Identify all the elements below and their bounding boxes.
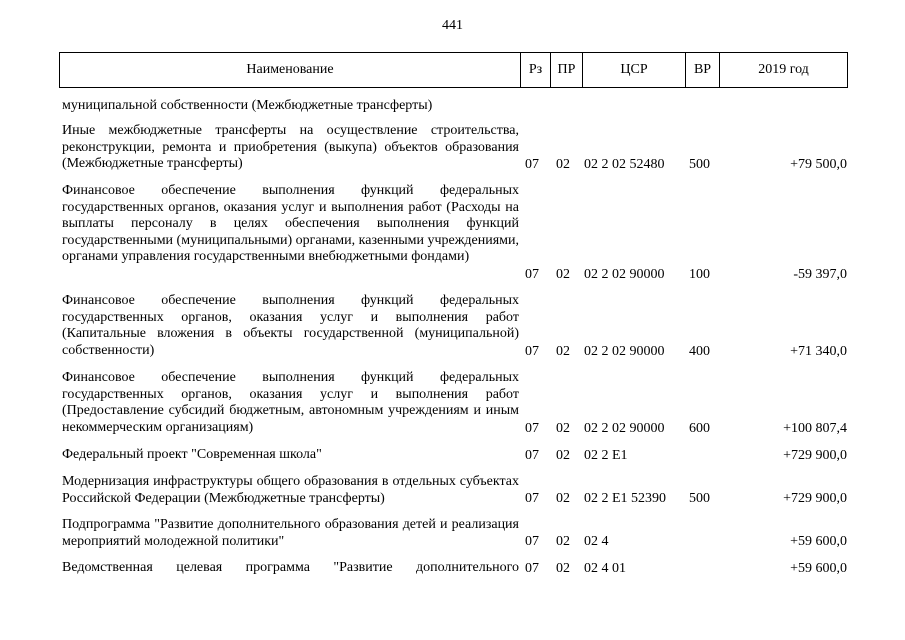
row-csr: 02 2 02 90000	[584, 343, 665, 359]
row-rz: 07	[525, 420, 539, 436]
row-name: Модернизация инфраструктуры общего образования в отдельных субъектах Российской Федерации (Межбюджетные трансферты)	[62, 474, 519, 506]
row-pr: 02	[556, 533, 570, 549]
row-amount: +79 500,0	[790, 156, 847, 172]
row-vr: 500	[689, 490, 710, 506]
row-csr: 02 2 E1 52390	[584, 490, 667, 506]
column-header-vr: ВР	[686, 53, 720, 88]
row-amount: +59 600,0	[790, 533, 847, 549]
row-rz: 07	[525, 560, 539, 576]
table-row	[0, 183, 905, 283]
row-amount: +729 900,0	[783, 447, 847, 463]
row-pr: 02	[556, 490, 570, 506]
row-amount: +59 600,0	[790, 560, 847, 576]
row-pr: 02	[556, 156, 570, 172]
row-name: муниципальной собственности (Межбюджетные трансферты)	[62, 98, 433, 113]
row-csr: 02 4 01	[584, 560, 626, 576]
row-amount: +100 807,4	[783, 420, 847, 436]
row-name: Подпрограмма "Развитие дополнительного образования детей и реализация мероприятий молодежной политики"	[62, 517, 519, 549]
row-name: Иные межбюджетные трансферты на осуществление строительства, реконструкции, ремонта и приобретения (выкупа) объектов образования (Межбюджетные трансферты)	[62, 123, 519, 171]
row-rz: 07	[525, 266, 539, 282]
row-amount: -59 397,0	[793, 266, 847, 282]
row-vr: 600	[689, 420, 710, 436]
row-amount: +71 340,0	[790, 343, 847, 359]
row-csr: 02 4	[584, 533, 609, 549]
column-header-year: 2019 год	[720, 53, 848, 88]
row-csr: 02 2 02 52480	[584, 156, 665, 172]
page-number: 441	[442, 18, 463, 33]
row-pr: 02	[556, 343, 570, 359]
table-row	[0, 447, 905, 464]
row-name: Федеральный проект "Современная школа"	[62, 447, 322, 462]
row-pr: 02	[556, 420, 570, 436]
column-header-pr: ПР	[551, 53, 583, 88]
column-header-name: Наименование	[60, 53, 521, 88]
table-row	[0, 560, 905, 577]
row-pr: 02	[556, 447, 570, 463]
row-csr: 02 2 02 90000	[584, 266, 665, 282]
row-rz: 07	[525, 156, 539, 172]
row-rz: 07	[525, 343, 539, 359]
row-pr: 02	[556, 560, 570, 576]
table-row	[0, 293, 905, 360]
row-rz: 07	[525, 490, 539, 506]
table-row	[0, 474, 905, 507]
column-header-rz: Рз	[521, 53, 551, 88]
column-header-csr: ЦСР	[583, 53, 686, 88]
row-rz: 07	[525, 533, 539, 549]
row-vr: 500	[689, 156, 710, 172]
row-name: Финансовое обеспечение выполнения функций федеральных государственных органов, оказания услуг и выполнения работ (Капитальные вложения в объекты государственной (муниципальной) собственности)	[62, 293, 519, 358]
row-csr: 02 2 02 90000	[584, 420, 665, 436]
row-amount: +729 900,0	[783, 490, 847, 506]
row-csr: 02 2 E1	[584, 447, 628, 463]
table-header	[59, 52, 848, 88]
row-name: Финансовое обеспечение выполнения функций федеральных государственных органов, оказания услуг и выполнения работ (Расходы на выплаты персоналу в целях обеспечения выполнения функций государственными (муниципальными) органами, казенными учреждениями, органами управления государственными внебюджетными фондами)	[62, 183, 519, 264]
table-row	[0, 123, 905, 173]
table-body	[0, 98, 905, 577]
table-row	[0, 98, 905, 114]
row-rz: 07	[525, 447, 539, 463]
row-name: Ведомственная целевая программа "Развитие дополнительного	[62, 560, 519, 575]
table-row	[0, 517, 905, 550]
row-vr: 400	[689, 343, 710, 359]
row-vr: 100	[689, 266, 710, 282]
row-pr: 02	[556, 266, 570, 282]
row-name: Финансовое обеспечение выполнения функций федеральных государственных органов, оказания услуг и выполнения работ (Предоставление субсидий бюджетным, автономным учреждениям и иным некоммерческим организациям)	[62, 370, 519, 435]
table-row	[0, 370, 905, 437]
